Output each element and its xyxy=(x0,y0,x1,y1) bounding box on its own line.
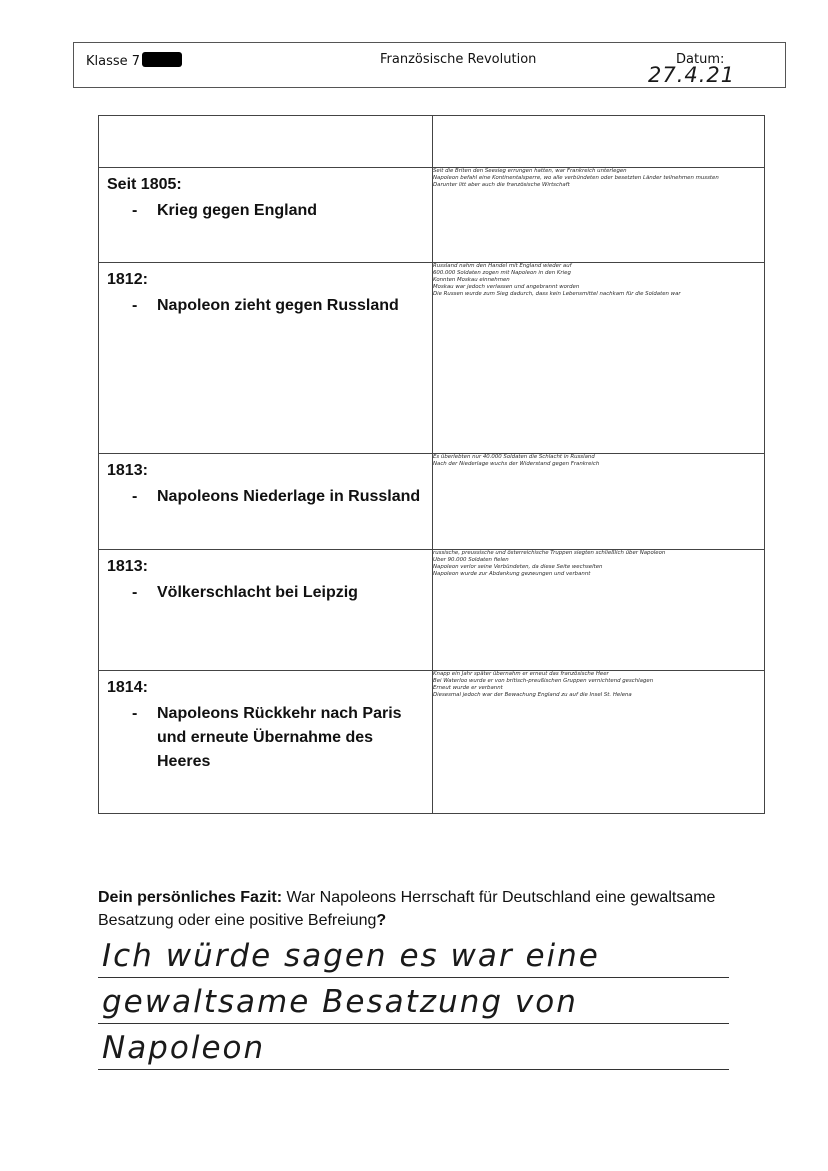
table-header-row xyxy=(99,116,765,168)
event-title: - Napoleon zieht gegen Russland xyxy=(132,297,399,314)
table-row xyxy=(99,263,765,454)
event-year: 1813: xyxy=(107,558,148,575)
note-line: Es überlebten nur 40.000 Soldaten die Schlacht in Russland xyxy=(433,454,595,460)
event-year: 1812: xyxy=(107,271,148,288)
notes-cell xyxy=(433,263,765,454)
note-line: Darunter litt aber auch die französische Wirtschaft xyxy=(433,182,570,188)
worksheet-title: Französische Revolution xyxy=(380,52,537,67)
answer-line: Napoleon xyxy=(98,1026,729,1070)
note-line: russische, preussische und österreichische Truppen siegten schließlich über Napoleon xyxy=(433,550,666,556)
note-line: 600.000 Soldaten zogen mit Napoleon in den Krieg xyxy=(433,270,571,276)
notes-cell xyxy=(433,168,765,263)
note-line: Knapp ein Jahr später übernahm er erneut das französische Heer xyxy=(433,671,609,677)
note-line: Konnten Moskau einnehmen xyxy=(433,277,510,283)
table-row xyxy=(99,671,765,814)
notes-cell xyxy=(433,454,765,550)
event-cell xyxy=(99,550,433,671)
answer-line: gewaltsame Besatzung von xyxy=(98,980,729,1024)
event-year: 1813: xyxy=(107,462,148,479)
redacted-name-block xyxy=(142,52,182,67)
class-label: Klasse 7 xyxy=(86,52,182,69)
note-line: Nach der Niederlage wuchs der Widerstand gegen Frankreich xyxy=(433,461,600,467)
notes-cell xyxy=(433,671,765,814)
event-cell xyxy=(99,263,433,454)
event-year: 1814: xyxy=(107,679,148,696)
fazit-question-text: War Napoleons Herrschaft für Deutschland eine gewaltsame Besatzung oder eine positive Befreiung xyxy=(98,889,716,929)
fazit-question xyxy=(98,886,718,932)
note-line: Erneut wurde er verbannt xyxy=(433,685,503,691)
note-line: Über 90.000 Soldaten fielen xyxy=(433,557,509,563)
note-line: Napoleon befahl eine Kontinentalsperre, wo alle verbündeten oder besetzten Länder teilnehmen mussten xyxy=(433,175,719,181)
note-line: Moskau war jedoch verlassen und angebrannt worden xyxy=(433,284,580,290)
note-line: Diesesmal jedoch war der Bewachung England zu auf die Insel St. Helena xyxy=(433,692,632,698)
note-line: Die Russen wurde zum Sieg dadurch, dass kein Lebensmittel nachkam für die Soldaten war xyxy=(433,291,681,297)
event-title: - Völkerschlacht bei Leipzig xyxy=(132,584,358,601)
table-row xyxy=(99,454,765,550)
event-title: - Napoleons Rückkehr nach Paris und erneute Übernahme des Heeres xyxy=(132,705,402,770)
event-title: - Napoleons Niederlage in Russland xyxy=(132,488,421,505)
fazit-question-mark: ? xyxy=(376,912,387,929)
worksheet-header xyxy=(73,42,786,88)
empty-header-cell xyxy=(99,116,433,168)
note-line: Napoleon verlor seine Verbündeten, da diese Seite wechselten xyxy=(433,564,603,570)
event-cell xyxy=(99,671,433,814)
notes-cell xyxy=(433,550,765,671)
event-cell xyxy=(99,454,433,550)
table-row xyxy=(99,168,765,263)
note-line: Napoleon wurde zur Abdankung gezwungen und verbannt xyxy=(433,571,591,577)
date-value: 27.4.21 xyxy=(648,63,736,87)
event-cell xyxy=(99,168,433,263)
fazit-label: Dein persönliches Fazit: xyxy=(98,889,283,906)
event-title: - Krieg gegen England xyxy=(132,202,318,219)
date-label: Datum: xyxy=(676,52,725,67)
note-line: Seit die Briten den Seesieg errungen hatten, war Frankreich unterlegen xyxy=(433,168,627,174)
empty-header-cell xyxy=(433,116,765,168)
answer-line: Ich würde sagen es war eine xyxy=(98,934,729,978)
event-year: Seit 1805: xyxy=(107,176,182,193)
note-line: Russland nahm den Handel mit England wieder auf xyxy=(433,263,572,269)
timeline-table xyxy=(98,115,765,814)
table-row xyxy=(99,550,765,671)
note-line: Bei Waterloo wurde er von britisch-preußischen Gruppen vernichtend geschlagen xyxy=(433,678,654,684)
